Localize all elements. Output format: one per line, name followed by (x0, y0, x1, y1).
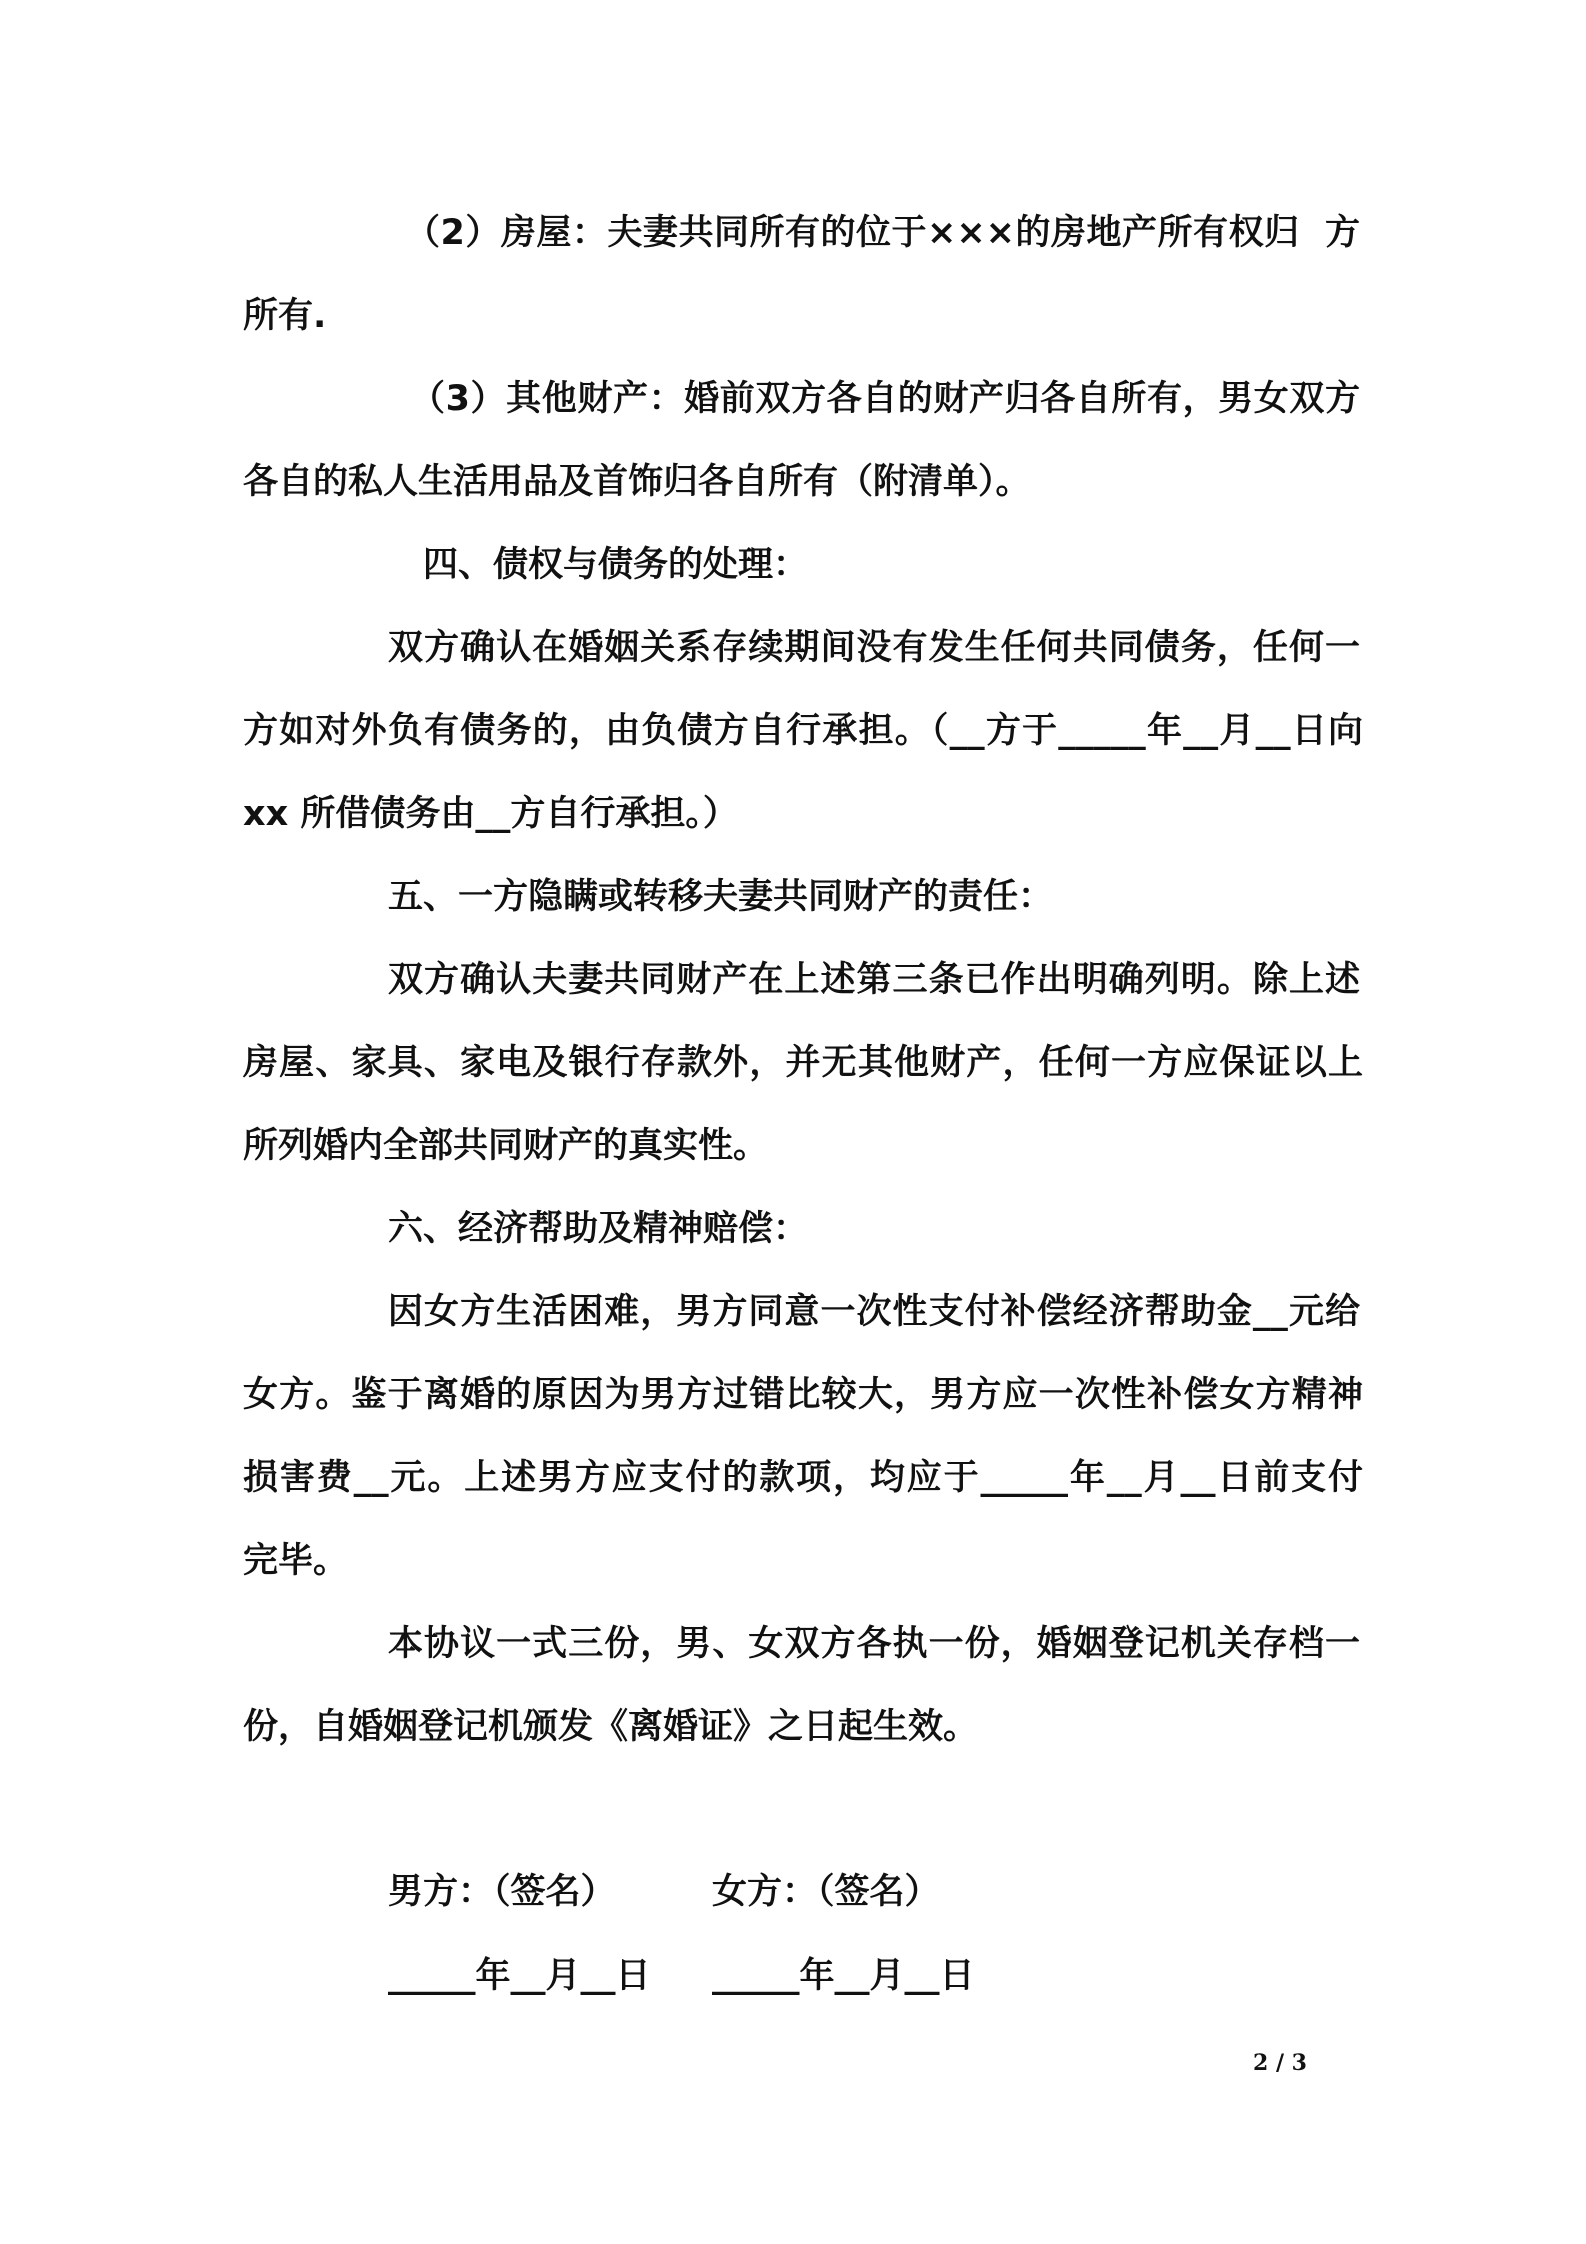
paragraph-line: 完毕。 (243, 1541, 349, 1581)
paragraph-line: （3）其他财产：婚前双方各自的财产归各自所有，男女双方 (410, 379, 1360, 419)
paragraph-line: 损害费__元。上述男方应支付的款项，均应于_____年__月__日前支付 (243, 1458, 1363, 1498)
female-signature-date: _____年__月__日 (712, 1956, 975, 1996)
section-heading: 四、债权与债务的处理： (423, 545, 809, 585)
section-heading: 五、一方隐瞒或转移夫妻共同财产的责任： (388, 877, 1054, 917)
paragraph-line: 所列婚内全部共同财产的真实性。 (243, 1126, 769, 1166)
male-signature-date: _____年__月__日 (388, 1956, 651, 1996)
paragraph-line: 因女方生活困难，男方同意一次性支付补偿经济帮助金__元给 (388, 1292, 1360, 1332)
male-signature-label: 男方：（签名） (388, 1872, 616, 1912)
section-heading: 六、经济帮助及精神赔偿： (388, 1209, 809, 1249)
paragraph-line: 份，自婚姻登记机颁发《离婚证》之日起生效。 (243, 1707, 979, 1747)
paragraph-line: 本协议一式三份，男、女双方各执一份，婚姻登记机关存档一 (388, 1624, 1360, 1664)
paragraph-line: 双方确认夫妻共同财产在上述第三条已作出明确列明。除上述 (388, 960, 1360, 1000)
paragraph-line: 女方。鉴于离婚的原因为男方过错比较大，男方应一次性补偿女方精神 (243, 1375, 1363, 1415)
paragraph-line: 双方确认在婚姻关系存续期间没有发生任何共同债务，任何一 (388, 628, 1360, 668)
paragraph-line: 各自的私人生活用品及首饰归各自所有（附清单）。 (243, 462, 1031, 502)
paragraph-line: xx 所借债务由__方自行承担。） (243, 794, 738, 834)
page-number: 2 / 3 (1253, 2050, 1307, 2076)
paragraph-line: 所有. (243, 296, 327, 336)
paragraph-line: 房屋、家具、家电及银行存款外，并无其他财产，任何一方应保证以上 (243, 1043, 1363, 1083)
female-signature-label: 女方：（签名） (712, 1872, 940, 1912)
paragraph-line: （2）房屋：夫妻共同所有的位于×××的房地产所有权归 方 (405, 213, 1360, 253)
paragraph-line: 方如对外负有债务的，由负债方自行承担。（__方于_____年__月__日向 (243, 711, 1363, 751)
